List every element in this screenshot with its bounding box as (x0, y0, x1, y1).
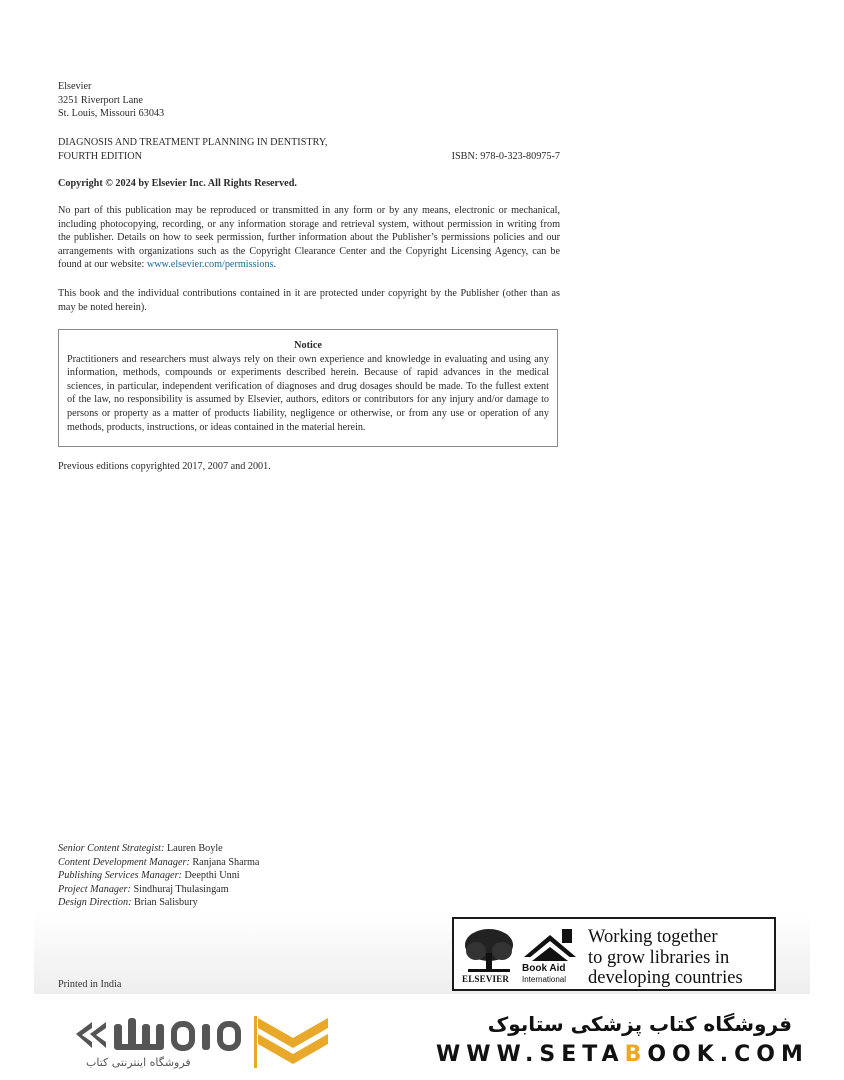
credits-list (58, 842, 560, 910)
book-aid-icon (522, 927, 578, 967)
book-aid-slogan: Working together to grow libraries in developing countries (588, 927, 743, 988)
setabook-subtitle: فروشگاه اینترنتی کتاب (86, 1056, 191, 1069)
protected-paragraph: This book and the individual contributions contained in it are protected under copyright by the Publisher (other than as may be noted herein). (58, 288, 560, 313)
setabook-chevron-icon (254, 1014, 332, 1070)
notice-body: Practitioners and researchers must always rely on their own experience and knowledge in evaluating and using any information, methods, compounds or experiments described herein. Because of rapid advances in the medical sciences, in particular, independent verification of diagnoses and drug dosages should be made. To the fullest extent of the law, no responsibility is assumed by Elsevier, authors, editors or contributors for any injury and/or damage to persons or property as a matter of products liability, negligence or otherwise, or from any use or operation of any methods, products, instructions, or ideas contained in the material herein. (67, 353, 549, 433)
credit-row: Design Direction: Brian Salisbury (58, 897, 198, 909)
setabook-title: فروشگاه کتاب پزشکی ستابوک (487, 1012, 792, 1036)
publisher-street: 3251 Riverport Lane (58, 94, 143, 106)
permissions-paragraph (58, 204, 560, 272)
book-edition: FOURTH EDITION (58, 150, 142, 162)
credit-row: Content Development Manager: Ranjana Sharma (58, 856, 260, 868)
permissions-text: No part of this publication may be reproduced or transmitted in any form or by any means, electronic or mechanical, including photocopying, recording, or any information storage and retrieval system, without permission in writing from the publisher. Details on how to seek permission, further information about the Publisher’s permissions policies and our arrangements with organizations such as the Copyright Clearance Center and the Copyright Licensing Agency, can be found at our website: (58, 205, 560, 271)
publisher-address (58, 80, 560, 121)
credit-row: Project Manager: Sindhuraj Thulasingam (58, 883, 229, 895)
book-aid-sub: International (522, 975, 567, 984)
permissions-end: . (273, 259, 277, 271)
credit-row: Senior Content Strategist: Lauren Boyle (58, 843, 223, 854)
book-title-line1: DIAGNOSIS AND TREATMENT PLANNING IN DENTISTRY, (58, 137, 328, 148)
credit-row: Publishing Services Manager: Deepthi Unni (58, 870, 240, 882)
book-title-block (58, 136, 560, 163)
setabook-url[interactable]: WWW.SETABOOK.COM (436, 1042, 809, 1067)
printed-in: Printed in India (58, 979, 122, 990)
elsevier-wordmark: ELSEVIER (462, 974, 510, 984)
notice-box (58, 329, 558, 447)
permissions-link[interactable]: www.elsevier.com/permissions (146, 259, 274, 271)
publisher-name: Elsevier (58, 81, 92, 92)
setabook-watermark (0, 994, 844, 1080)
publisher-city: St. Louis, Missouri 63043 (58, 108, 165, 120)
book-aid-banner (452, 917, 776, 991)
book-aid-wordmark: Book Aid (522, 963, 566, 974)
notice-title: Notice (294, 340, 322, 351)
copyright-line: Copyright © 2024 by Elsevier Inc. All Rights Reserved. (58, 178, 297, 189)
previous-editions: Previous editions copyrighted 2017, 2007 and 2001. (58, 461, 271, 472)
isbn: ISBN: 978-0-323-80975-7 (451, 150, 560, 162)
